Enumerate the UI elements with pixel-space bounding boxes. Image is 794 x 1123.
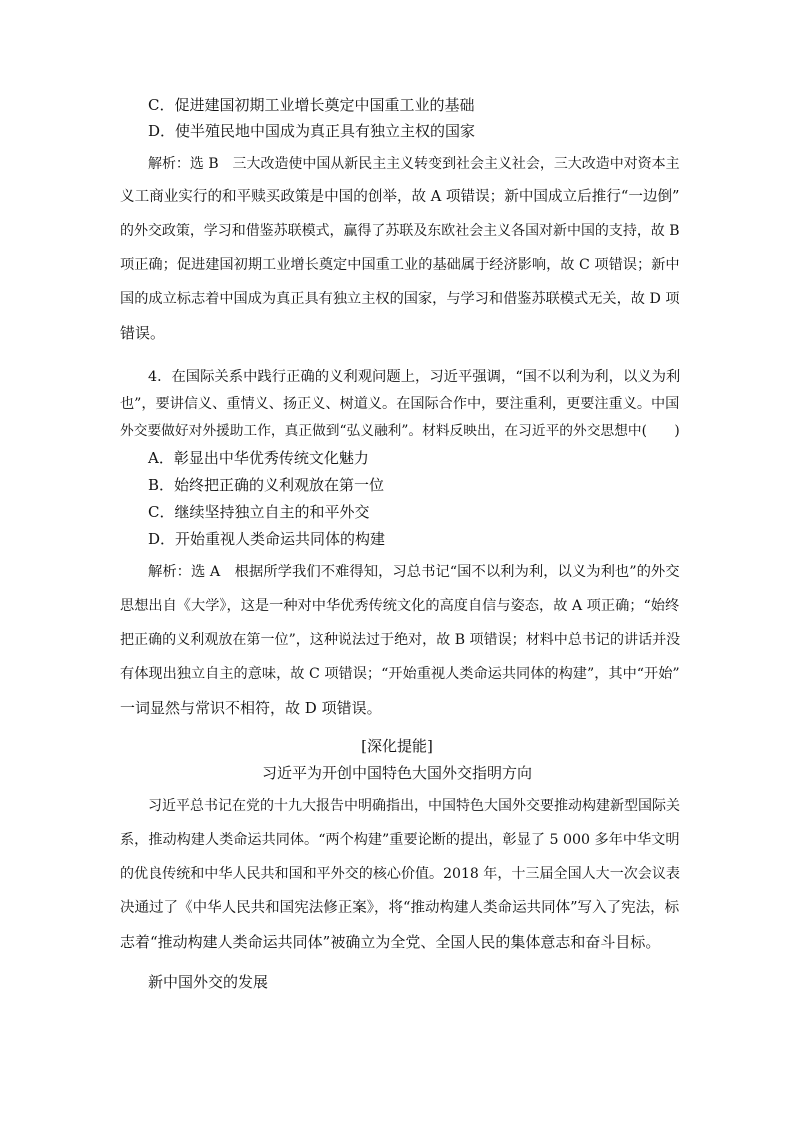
deepen-paragraph-line: 的优良传统和中华人民共和国和平外交的核心价值。2018 年，十三届全国人大一次会议表 — [120, 866, 680, 882]
q3-analysis-line: 解析：选 B 三大改造使中国从新民主主义转变到社会主义社会，三大改造中对资本主 — [148, 156, 680, 172]
q3-analysis-line: 错误。 — [120, 324, 166, 342]
q3-option-c: C．促进建国初期工业增长奠定中国重工业的基础 — [148, 96, 475, 114]
q4-option-a: A．彰显出中华优秀传统文化魅力 — [148, 449, 369, 467]
q3-analysis-line: 的外交政策，学习和借鉴苏联模式，赢得了苏联及东欧社会主义各国对新中国的支持，故 B — [120, 223, 680, 239]
q4-stem-line: 也”，要讲信义、重情义、扬正义、树道义。在国际合作中，要注重利，更要注重义。中国 — [120, 396, 680, 412]
q4-analysis-line: 解析：选 A 根据所学我们不难得知，习总书记“国不以利为利，以义为利也”的外交 — [148, 564, 680, 580]
q4-stem-line: 外交要做好对外援助工作，真正做到“弘义融利”。材料反映出，在习近平的外交思想中( ) — [120, 423, 680, 439]
q4-analysis-line: 把正确的义利观放在第一位”，这种说法过于绝对，故 B 项错误；材料中总书记的讲话并没 — [120, 632, 681, 648]
q3-analysis-line: 国的成立标志着中国成为真正具有独立主权的国家，与学习和借鉴苏联模式无关，故 D 项 — [120, 291, 680, 307]
deepen-paragraph-line: 志着“推动构建人类命运共同体”被确立为全党、全国人民的集体意志和奋斗目标。 — [120, 933, 661, 951]
q4-option-d: D．开始重视人类命运共同体的构建 — [148, 530, 386, 548]
q3-analysis-line: 义工商业实行的和平赎买政策是中国的创举，故 A 项错误；新中国成立后推行“一边倒” — [120, 188, 680, 205]
q3-analysis-line: 项正确；促进建国初期工业增长奠定中国重工业的基础属于经济影响，故 C 项错误；新中 — [120, 257, 680, 273]
subheading: 新中国外交的发展 — [148, 973, 269, 991]
deepen-paragraph-line: 决通过了《中华人民共和国宪法修正案》，将“推动构建人类命运共同体”写入了宪法，标 — [120, 900, 680, 916]
q4-stem-line: 4．在国际关系中践行正确的义利观问题上，习近平强调，“国不以利为利，以义为利 — [148, 369, 681, 385]
deepen-paragraph-line: 习近平总书记在党的十九大报告中明确指出，中国特色大国外交要推动构建新型国际关 — [148, 798, 680, 814]
q4-analysis-line: 有体现出独立自主的意味，故 C 项错误；“开始重视人类命运共同体的构建”，其中“开始” — [120, 666, 680, 682]
q3-option-d: D．使半殖民地中国成为真正具有独立主权的国家 — [148, 122, 476, 140]
q4-option-c: C．继续坚持独立自主的和平外交 — [148, 503, 370, 521]
section-label: [深化提能] — [361, 737, 433, 755]
section-heading: 习近平为开创中国特色大国外交指明方向 — [261, 764, 532, 782]
q4-option-b: B．始终把正确的义利观放在第一位 — [148, 476, 385, 494]
deepen-paragraph-line: 系，推动构建人类命运共同体。“两个构建”重要论断的提出，彰显了 5 000 多年中华文明 — [120, 832, 680, 848]
q4-analysis-line: 思想出自《大学》，这是一种对中华优秀传统文化的高度自信与姿态，故 A 项正确；“始终 — [120, 598, 680, 614]
q4-analysis-line: 一词显然与常识不相符，故 D 项错误。 — [120, 699, 382, 717]
